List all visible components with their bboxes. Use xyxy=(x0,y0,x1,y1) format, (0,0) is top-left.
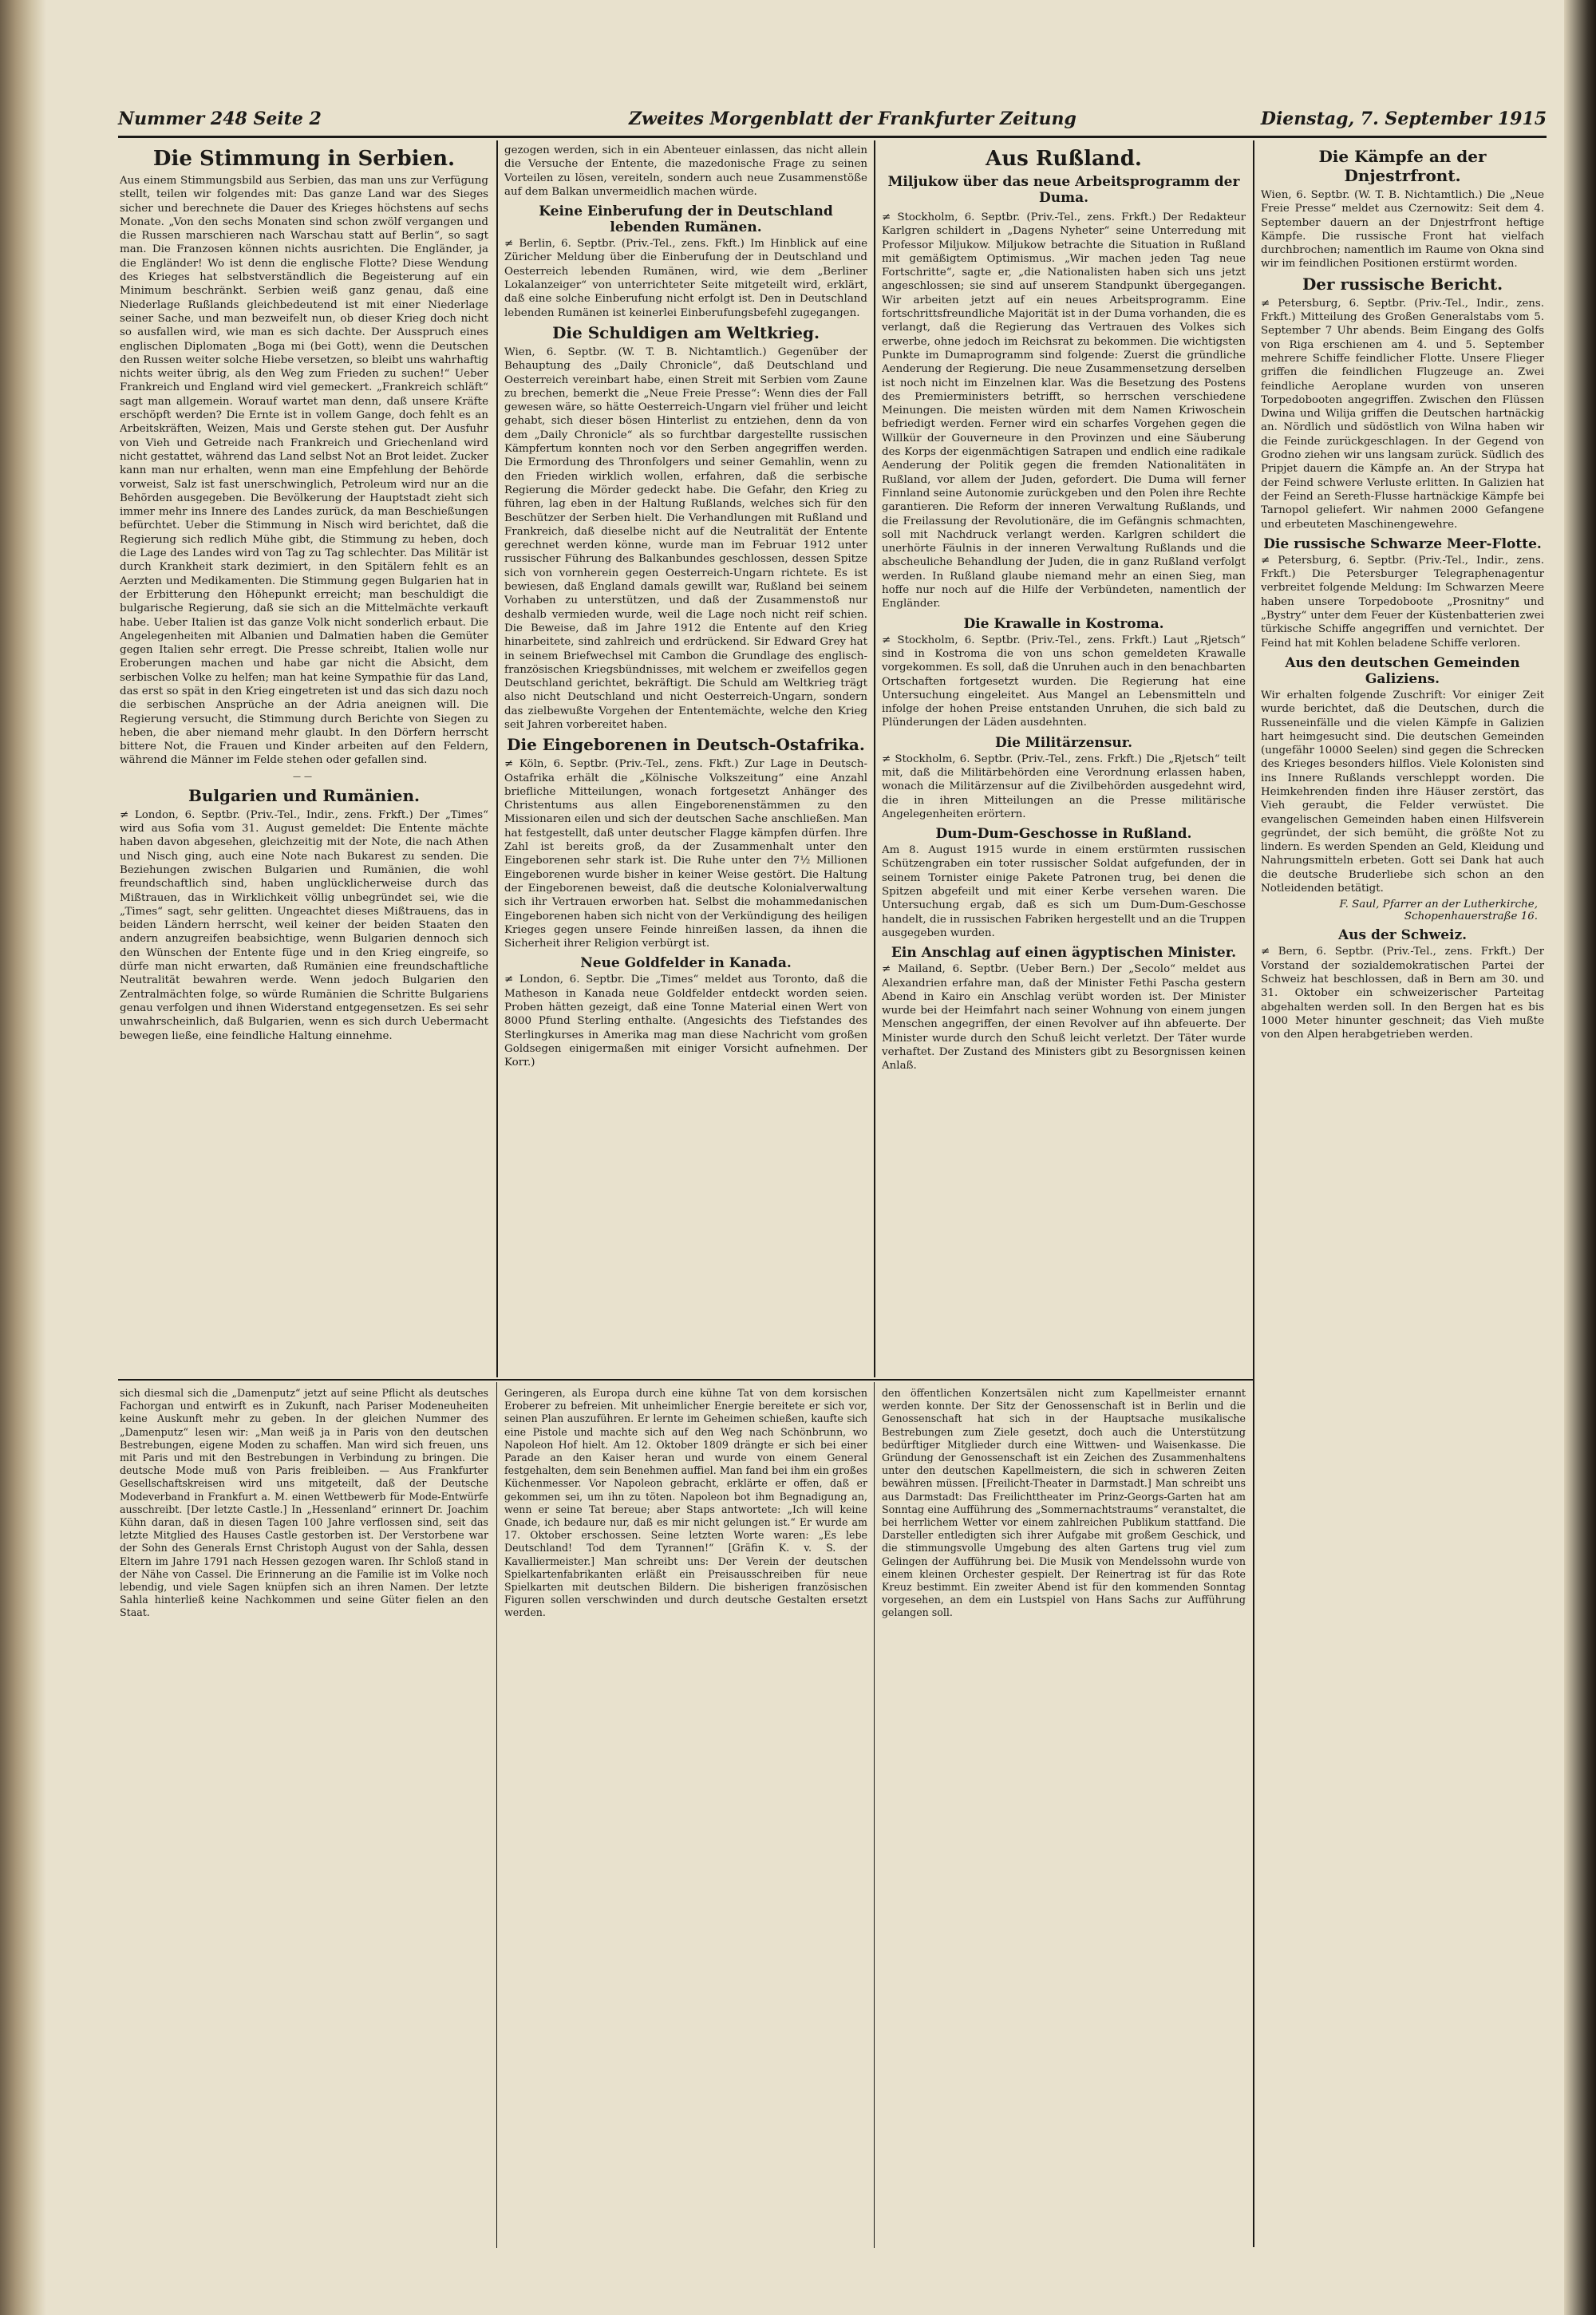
feuilleton-text-1: sich diesmal sich die „Damenputz“ jetzt auf seine Pflicht als deutsches Fachorgan und entwirft es in Zukunft, nach Pariser Modeneuheiten keine Auskunft mehr zu geben. In der gleichen Nummer des „Damenputz“ lesen wir: „Man weiß ja in Paris von den deutschen Bestrebungen, eigene Moden zu schaffen. Man wird sich freuen, uns mit Paris und mit den Bestrebungen in Verbindung zu bringen. Die deutsche Mode muß von Paris freibleiben. — Aus Frankfurter Gesellschaftskreisen wird uns mitgeteilt, daß der Deutsche Modeverband in Frankfurt a. M. einen Wettbewerb für Mode-Entwürfe ausschreibt. [Der letzte Castle.] In „Hessenland“ erinnert Dr. Joachim Kühn daran, daß in diesen Tagen 100 Jahre verflossen sind, seit das letzte Mitglied des Hauses Castle gestorben ist. Der Verstorbene war der Sohn des Generals Ernst Christoph August von der Sahla, dessen Eltern im Jahre 1791 nach Hessen gezogen waren. Ihr Schloß stand in der Nähe von Cassel. Die Erinnerung an die Familie ist im Volke noch lebendig, und viele Sagen knüpfen sich an ihren Namen. Der letzte Sahla hinterließ keine Nachkommen und seine Güter fielen an den Staat. xyxy=(120,1387,488,1619)
article-body-russischer-bericht: ≠ Petersburg, 6. Septbr. (Priv.-Tel., Indir., zens. Frkft.) Mitteilung des Großen Generalstabs vom 5. September 7 Uhr abends. Beim Eingang des Golfs von Riga erschienen am 4. und 5. September mehrere Schiffe feindlicher Flotte. Unsere Flieger griffen die feindlichen Flugzeuge an. Zwei feindliche Aeroplane wurden von unseren Torpedobooten angegriffen. Zwischen den Flüssen Dwina und Wilija griffen die Deutschen hartnäckig an. Nördlich und südöstlich von Wilna haben wir die Feinde zurückgeschlagen. In der Gegend von Grodno ziehen wir uns langsam zurück. Südlich des Pripjet dauern die Kämpfe an. An der Strypa hat der Feind schwere Verluste erlitten. In Galizien hat der Feind an Sereth-Flusse hartnäckige Kämpfe bei Tarnopol geliefert. Wir nahmen 2000 Gefangene und erbeuteten Maschinengewehre. xyxy=(1261,297,1544,531)
feuilleton-column-1 xyxy=(120,1387,488,2245)
feuilleton-text-3: den öffentlichen Konzertsälen nicht zum Kapellmeister ernannt werden konnte. Der Sitz der Genossenschaft ist in Berlin und die Genossenschaft hat sich in der Hauptsache musikalische Bestrebungen zum Ziele gesetzt, doch auch die Unterstützung bedürftiger Mitglieder durch eine Wittwen- und Waisenkasse. Die Gründung der Genossenschaft ist ein Zeichen des Zusammenhaltens unter den deutschen Kapellmeistern, die sich in schweren Zeiten bewähren müssen. [Freilicht-Theater in Darmstadt.] Man schreibt uns aus Darmstadt: Das Freilichttheater im Prinz-Georgs-Garten hat am Sonntag eine Aufführung des „Sommernachtstraums“ veranstaltet, die bei herrlichem Wetter vor einem zahlreichen Publikum stattfand. Die Darsteller entledigten sich ihrer Aufgabe mit großem Geschick, und die stimmungsvolle Umgebung des alten Gartens trug viel zum Gelingen der Aufführung bei. Die Musik von Mendelssohn wurde von einem kleinen Orchester gespielt. Der Reinertrag ist für das Rote Kreuz bestimmt. Ein zweiter Abend ist für den kommenden Sonntag vorgesehen, an dem ein Lustspiel von Hans Sachs zur Aufführung gelangen soll. xyxy=(882,1387,1246,1619)
article-title-dumdum: Dum-Dum-Geschosse in Rußland. xyxy=(935,826,1192,843)
article-body-goldfelder: ≠ London, 6. Septbr. Die „Times“ meldet aus Toronto, daß die Matheson in Kanada neue Goldfelder entdeckt worden seien. Proben hätten gezeigt, daß eine Tonne Material einen Wert von 8000 Pfund Sterling enthalte. (Angesichts des Tiefstandes des Sterlingkurses in Amerika mag man diese Nachricht vom großen Goldsegen einigermaßen mit einiger Vorsicht aufnehmen. Der Korr.) xyxy=(504,974,867,1069)
article-body-bulgarien: ≠ London, 6. Septbr. (Priv.-Tel., Indir., zens. Frkft.) Der „Times“ wird aus Sofia vom 31. August gemeldet: Die Entente mächte haben davon abgesehen, gleichzeitig mit der Note, die nach Athen und Nisch ging, auch eine Note nach Bukarest zu senden. Die Beziehungen zwischen Bulgarien und Rumänien, die wohl freundschaftlich sind, haben unglücklicherweise durch das Mißtrauen, das in Wirklichkeit völlig unbegründet sei, wie die „Times“ sagt, sehr gelitten. Ungeachtet dieses Mißtrauens, das in beiden Ländern herrscht, weil keiner der beiden Staaten den andern anzugreifen beabsichtige, wenn Bulgarien dennoch sich den Wünschen der Entente füge und in den Krieg eingreife, so dürfe man nicht erwarten, daß Rumänien eine freundschaftliche Neutralität bewahren werde. Wenn jedoch Bulgarien den Zentralmächten folge, so würde Rumänien die Schritte Bulgariens genau verfolgen und ihnen Widerstand entgegensetzen. Es sei sehr unwahrscheinlich, daß Bulgarien, wenn es sich durch Uebermacht bewegen ließe, eine feindliche Haltung einnehme. xyxy=(120,808,488,1042)
article-body-aegypten: ≠ Mailand, 6. Septbr. (Ueber Bern.) Der „Secolo“ meldet aus Alexandrien erfahre man, daß der Minister Fethi Pascha gestern Abend in Kairo ein Anschlag verübt worden ist. Der Minister wurde bei der Heimfahrt nach seiner Wohnung von einem jungen Menschen angegriffen, der einen Revolver auf ihn abfeuerte. Der Minister wurde durch den Schuß leicht verletzt. Der Täter wurde verhaftet. Der Zustand des Ministers gibt zu Besorgnissen keinen Anlaß. xyxy=(882,963,1246,1073)
article-body-militaerzensur: ≠ Stockholm, 6. Septbr. (Priv.-Tel., zens. Frkft.) Die „Rjetsch“ teilt mit, daß die Militärbehörden eine Verordnung erlassen haben, wonach die Militärzensur auf die Zivilbehörden ausgedehnt wird, die in ihren Mitteilungen an die Presse militärische Angelegenheiten erörtern. xyxy=(882,753,1246,820)
article-body-schuldigen: Wien, 6. Septbr. (W. T. B. Nichtamtlich.) Gegenüber der Behauptung des „Daily Chronicle“, daß Deutschland und Oesterreich vereinbart habe, einen Streit mit Serbien vom Zaune zu brechen, bemerkt die „Neue Freie Presse“: Wenn dies der Fall gewesen wäre, so hätte Oesterreich-Ungarn viel früher und leicht gehabt, sich dieser bösen Hinterlist zu entziehen, denn da von dem „Daily Chronicle“ als so furchtbar dargestellte russischen Kämpfertum konnten noch vor den Serben angegriffen werden. Die Ermordung des Thronfolgers und seiner Gemahlin, wenn zu den Frieden wirklich wollen, erfahren, daß die serbische Regierung die Mörder gedeckt habe. Die Gefahr, den Krieg zu führen, lag eben in der Haltung Rußlands, welches sich für den Beschützer der Serben hielt. Die Verhandlungen mit Rußland und Frankreich, daß dieselbe nicht auf die Neutralität der Entente gerechnet werden könne, wurde man im Februar 1912 unter russischer Führung des Balkanbundes geschlossen, dessen Spitze sich von vornherein gegen Oesterreich-Ungarn richtete. Es ist bewiesen, daß England damals gewillt war, Rußland bei seinem Vorhaben zu unterstützen, und daß der Zusammenstoß nur deshalb vermieden wurde, weil die Lage noch nicht reif schien. Die Beweise, daß im Jahre 1912 die Entente auf den Krieg hinarbeitete, sind zahlreich und erdrückend. Sir Edward Grey hat in seinem Briefwechsel mit Cambon die Grundlage des englisch-französischen Kriegsbündnisses, mit welchem er zweifellos gegen Deutschland gerichtet, bekräftigt. Die Schuld am Weltkrieg trägt also nicht Deutschland und nicht Oesterreich-Ungarn, sondern das zielbewußte Vorgehen der Ententemächte, welche den Krieg seit Jahren vorbereitet haben. xyxy=(504,346,867,731)
article-body-ostafrika: ≠ Köln, 6. Septbr. (Priv.-Tel., zens. Fkft.) Zur Lage in Deutsch-Ostafrika erhält die „Kölnische Volkszeitung“ eine Anzahl briefliche Mitteilungen, wonach fortgesetzt Anhänger des Christentums aus allen Eingeborenenstämmen zu den Missionaren eilen und sich der deutschen Sache anschließen. Man hat festgestellt, daß unter deutscher Flagge kämpfen dürfen. Ihre Zahl ist bereits groß, da der Zusammenhalt unter den Eingeborenen sehr stark ist. Die Ruhe unter den 7½ Millionen Eingeborenen wurde bisher in keiner Weise gestört. Die Haltung der Eingeborenen beweist, daß die deutsche Kolonialverwaltung sich ihr Vertrauen erworben hat. Selbst die mohammedanischen Eingeborenen haben sich nicht von der Verkündigung des heiligen Krieges gegen unsere Feinde hinreißen lassen, da ihnen die Sicherheit ihrer Religion verbürgt ist. xyxy=(504,758,867,950)
column-3 xyxy=(882,144,1246,1377)
feuilleton-text-2: Geringeren, als Europa durch eine kühne Tat von dem korsischen Eroberer zu befreien. Mit unheimlicher Energie bereitete er sich vor, seinen Plan auszuführen. Er lernte im Geheimen schießen, kaufte sich eine Pistole und machte sich auf den Weg nach Schönbrunn, wo Napoleon Hof hielt. Am 12. Oktober 1809 drängte er sich bei einer Parade an den Kaiser heran und wurde von einem General festgehalten, dem sein Benehmen auffiel. Man fand bei ihm ein großes Küchenmesser. Vor Napoleon gebracht, erklärte er offen, daß er gekommen sei, um ihn zu töten. Napoleon bot ihm Begnadigung an, wenn er seine Tat bereue; aber Staps antwortete: „Ich will keine Gnade, ich bedaure nur, daß es mir nicht gelungen ist.“ Er wurde am 17. Oktober erschossen. Seine letzten Worte waren: „Es lebe Deutschland! Tod dem Tyrannen!“ [Gräfin K. v. S. der Kavalliermeister.] Man schreibt uns: Der Verein der deutschen Spielkartenfabrikanten erläßt ein Preisausschreiben für neue Spielkarten mit deutschen Bildern. Die bisherigen französischen Figuren sollen verschwinden und durch deutsche Gestalten ersetzt werden. xyxy=(504,1387,867,1619)
article-title-bulgarien: Bulgarien und Rumänien. xyxy=(188,785,421,805)
book-spine xyxy=(0,0,46,2315)
article-title-schweiz: Aus der Schweiz. xyxy=(1337,927,1468,944)
article-body-dumdum: Am 8. August 1915 wurde in einem erstürmten russischen Schützengraben ein toter russischer Soldat aufgefunden, der in seinem Tornister einige Pakete Patronen trug, bei denen die Spitzen abgefeilt und mit einer Kerbe versehen waren. Die Untersuchung ergab, daß es sich um Dum-Dum-Geschosse handelt, die in russischen Fabriken hergestellt und an die Truppen ausgegeben wurden. xyxy=(882,844,1246,939)
issue-date: Dienstag, 7. September 1915 xyxy=(1260,109,1547,129)
page-edge xyxy=(1564,0,1596,2315)
article-signature: F. Saul, Pfarrer an der Lutherkirche, Schopenhauerstraße 16. xyxy=(1339,899,1538,923)
article-title-ostafrika: Die Eingeborenen in Deutsch-Ostafrika. xyxy=(507,735,865,755)
feuilleton-column-rule-1 xyxy=(496,1382,497,2248)
issue-number: Nummer 248 Seite 2 xyxy=(118,109,322,129)
article-body-rumaenen: ≠ Berlin, 6. Septbr. (Priv.-Tel., zens. Fkft.) Im Hinblick auf eine Züricher Meldung über die Einberufung der in Deutschland und Oesterreich lebenden Rumänen, wird, wie dem „Berliner Lokalanzeiger“ von unterrichteter Seite mitgeteilt wird, erklärt, daß eine solche Einberufung nicht erfolgt ist. Den in Deutschland lebenden Rumänen ist keinerlei Einberufungsbefehl zugegangen. xyxy=(504,238,867,319)
article-title-dnjestr: Die Kämpfe an der Dnjestrfront. xyxy=(1318,147,1487,185)
article-title-schuldigen: Die Schuldigen am Weltkrieg. xyxy=(552,322,820,342)
article-body-miljukow: ≠ Stockholm, 6. Septbr. (Priv.-Tel., zens. Frkft.) Der Redakteur Karlgren schildert in „Dagens Nyheter“ seine Unterredung mit Professor Miljukow. Miljukow betrachte die Situation in Rußland mit gemäßigtem Optimismus. „Wir machen jeden Tag neue Fortschritte“, sagte er, „die Nationalisten haben sich uns jetzt angeschlossen; sie sind auf unserem Standpunkt übergegangen. Wir arbeiten jetzt auf ein neues Arbeitsprogramm. Eine fortschrittsfreundliche Majorität ist in der Duma vorhanden, die es verlangt, daß die Regierung das Vertrauen des Volkes sich erwerbe, ohne jedoch im Reichsrat zu bekommen. Die wichtigsten Punkte im Dumaprogramm sind folgende: Zuerst die gründliche Aenderung der Regierung. Die neue Zusammensetzung derselben ist noch nicht im Einzelnen klar. Was die Besetzung des Postens des Premierministers betrifft, so herrschen verschiedene Meinungen. Die meisten würden mit dem Namen Kriwoschein befriedigt werden. Ferner wird ein scharfes Vorgehen gegen die Willkür der Gouverneure in den Provinzen und eine Säuberung des Korps der eigenmächtigen Satrapen und endlich eine radikale Aenderung der Politik gegen die fremden Nationalitäten in Rußland, vor allem der Juden, gefordert. Die Duma will ferner Finnland seine Autonomie zurückgeben und den Polen ihre Rechte garantieren. Die Reform der inneren Verwaltung Rußlands, und die Freilassung der Revolutionäre, die im Gefängnis schmachten, soll mit Nachdruck verlangt werden. Karlgren schildert die unerhörte Fäulnis in der inneren Verwaltung Rußlands und die abscheuliche Behandlung der Juden, die in ganz Rußland verfolgt werden. In Rußland glaube niemand mehr an einen Sieg, man hoffe nur noch auf die Hilfe der Verbündeten, namentlich der Engländer. xyxy=(882,211,1246,610)
column-rule-2 xyxy=(874,140,875,1377)
article-body-schweiz: ≠ Bern, 6. Septbr. (Priv.-Tel., zens. Frkft.) Der Vorstand der sozialdemokratischen Partei der Schweiz hat beschlossen, daß in Bern am 30. und 31. Oktober ein schweizerischer Parteitag abgehalten werden soll. In den Bergen hat es bis 1000 Meter hinunter geschneit; das Vieh mußte von den Alpen herabgetrieben werden. xyxy=(1261,946,1544,1041)
article-body-galizien: Wir erhalten folgende Zuschrift: Vor einiger Zeit wurde berichtet, daß die Deutschen, durch die Russeneinfälle und die vielen Kämpfe in Galizien hart heimgesucht sind. Die deutschen Gemeinden (ungefähr 10000 Seelen) sind gegen die Schrecken des Krieges besonders hilflos. Viele Kolonisten sind ins Innere Rußlands verschleppt worden. Die Heimkehrenden finden ihre Häuser zerstört, das Vieh geraubt, die Felder verwüstet. Die evangelischen Gemeinden haben einen Hilfsverein gegründet, der sich bemüht, die größte Not zu lindern. Es werden Spenden an Geld, Kleidung und Nahrungsmitteln erbeten. Gott sei Dank hat auch die deutsche Bruderliebe sich schon an den Notleidenden betätigt. xyxy=(1261,689,1544,895)
feuilleton-column-rule-2 xyxy=(874,1382,875,2248)
header-rule xyxy=(118,136,1547,138)
article-title-serbien: Die Stimmung in Serbien. xyxy=(152,147,456,171)
article-title-galizien: Aus den deutschen Gemeinden Galiziens. xyxy=(1285,654,1520,687)
column-rule-1 xyxy=(496,140,498,1377)
column-rule-3 xyxy=(1253,140,1254,2247)
article-title-schwarzes-meer: Die russische Schwarze Meer-Flotte. xyxy=(1263,535,1542,552)
feuilleton-rule xyxy=(118,1379,1253,1381)
article-title-russland: Aus Rußland. xyxy=(986,147,1142,171)
page-header xyxy=(118,102,1547,129)
article-body-serbien: Aus einem Stimmungsbild aus Serbien, das man uns zur Verfügung stellt, teilen wir folgendes mit: Das ganze Land war des Sieges sicher und berechnete die Dauer des Krieges höchstens auf sechs Monate. „Von den sechs Monaten sind schon zwölf vergangen und die Russen marschieren nach Warschau statt auf Berlin“, so sagt man. Die Franzosen können nichts ausrichten. Die Engländer, ja die Engländer! Wo ist denn die englische Flotte? Diese Wendung des Krieges hat selbstverständlich die Begeisterung auf ein Minimum beschränkt. Serbien weiß ganz genau, daß eine Niederlage Rußlands gleichbedeutend ist mit einer Niederlage seiner Sache, und man bezweifelt nun, ob dieser Krieg doch nicht so ausfallen wird, wie man es sich dachte. Der Ausspruch eines englischen Diplomaten „Boga mi (bei Gott), wenn die Deutschen den Russen weiter solche Hiebe versetzen, so bleibt uns wahrhaftig nichts weiter übrig, als den Weg zum Frieden zu suchen!“ Ueber Frankreich und England wird viel gemeckert. „Frankreich schläft“ sagt man allgemein. Worauf wartet man denn, daß unsere Kräfte erschöpft werden? Die Ernte ist in vollem Gange, doch fehlt es an Arbeitskräften, Weizen, Mais und Gerste stehen gut. Der Ausfuhr von Vieh und Getreide nach Frankreich und Griechenland wird nicht gestattet, während das Land selbst Not an Brot leidet. Zucker kann man nur erhalten, wenn man eine Empfehlung der Behörde vorweist, Salz ist fast unerschwinglich, Petroleum wird nur an die Behörden ausgegeben. Die Bevölkerung der Hauptstadt zieht sich immer mehr ins Innere des Landes zurück, da man Beschießungen befürchtet. Ueber die Stimmung in Nisch wird berichtet, daß die Regierung sich redlich Mühe gibt, die Stimmung zu heben, doch die Lage des Landes wird von Tag zu Tag schlechter. Das Militär ist durch Krankheit stark dezimiert, in den Spitälern fehlt es an Aerzten und Medikamenten. Die Stimmung gegen Bulgarien hat in der Erbitterung den Höhepunkt erreicht; man beschuldigt die bulgarische Regierung, daß sie sich an die Mittelmächte verkauft habe. Ueber Italien ist das ganze Volk nicht sonderlich erbaut. Die Angelegenheiten mit Albanien und Dalmatien haben die Gemüter gegen Italien sehr erregt. Die Presse schreibt, Italien wolle nur Eroberungen machen und habe gar nicht die Absicht, dem serbischen Volke zu helfen; man hat keine Sympathie für das Land, das erst so spät in den Krieg eingetreten ist und das sich dazu noch die serbischen Ansprüche an der Adria aneignen will. Die Regierung versucht, die Stimmung durch Berichte von Siegen zu heben, die aber niemand mehr glaubt. In den Dörfern herrscht bittere Not, die Frauen und Kinder arbeiten auf den Feldern, während die Männer im Felde stehen oder gefallen sind. xyxy=(120,175,488,767)
article-body-kostroma: ≠ Stockholm, 6. Septbr. (Priv.-Tel., zens. Frkft.) Laut „Rjetsch“ sind in Kostroma die von uns schon gemeldeten Krawalle vorgekommen. Es soll, daß die Unruhen auch in den benachbarten Ortschaften fortgesetzt wurden. Die Regierung hat eine Untersuchung eingeleitet. Aus Mangel an Lebensmitteln und infolge der hohen Preise entstanden Unruhen, die sich bald zu Plünderungen der Läden ausdehnten. xyxy=(882,634,1246,729)
article-title-kostroma: Die Krawalle in Kostroma. xyxy=(963,615,1164,632)
article-continuation: gezogen werden, sich in ein Abenteuer einlassen, das nicht allein die Versuche der Entente, die mazedonische Frage zu seinen Vorteilen zu lösen, vereiteln, sondern auch neue Zusammenstöße auf dem Balkan unvermeidlich machen würde. xyxy=(504,144,867,198)
masthead: Zweites Morgenblatt der Frankfurter Zeitung xyxy=(629,109,1077,129)
article-subtitle-miljukow: Miljukow über das neue Arbeitsprogramm der Duma. xyxy=(887,174,1240,206)
feuilleton-column-2 xyxy=(504,1387,867,2245)
separator: —— xyxy=(293,772,315,781)
column-2 xyxy=(504,144,867,1377)
article-title-aegypten: Ein Anschlag auf einen ägyptischen Minister. xyxy=(891,945,1237,962)
article-title-goldfelder: Neue Goldfelder in Kanada. xyxy=(580,955,792,972)
article-title-militaerzensur: Die Militärzensur. xyxy=(994,734,1133,751)
article-body-schwarzes-meer: ≠ Petersburg, 6. Septbr. (Priv.-Tel., Indir., zens. Frkft.) Die Petersburger Telegraphenagentur verbreitet folgende Meldung: Im Schwarzen Meere haben unsere Torpedoboote „Prosnitny“ und „Bystry“ unter dem Feuer der Küstenbatterien zwei türkische Schiffe angegriffen und vernichtet. Der Feind hat mit Kohlen beladene Schiffe verloren. xyxy=(1261,554,1544,650)
article-title-rumaenen: Keine Einberufung der in Deutschland lebenden Rumänen. xyxy=(539,203,833,236)
feuilleton-column-3 xyxy=(882,1387,1246,2245)
column-4 xyxy=(1261,144,1544,2246)
column-1 xyxy=(120,144,488,1377)
article-body-dnjestr: Wien, 6. Septbr. (W. T. B. Nichtamtlich.) Die „Neue Freie Presse“ meldet aus Czernowitz: Seit dem 4. September dauern an der Dnjestrfront heftige Kämpfe. Die russische Front hat vielfach durchbrochen; namentlich im Raume von Okna sind wir im feindlichen Positionen erstürmt worden. xyxy=(1261,189,1544,271)
article-title-russischer-bericht: Der russische Bericht. xyxy=(1302,274,1503,294)
